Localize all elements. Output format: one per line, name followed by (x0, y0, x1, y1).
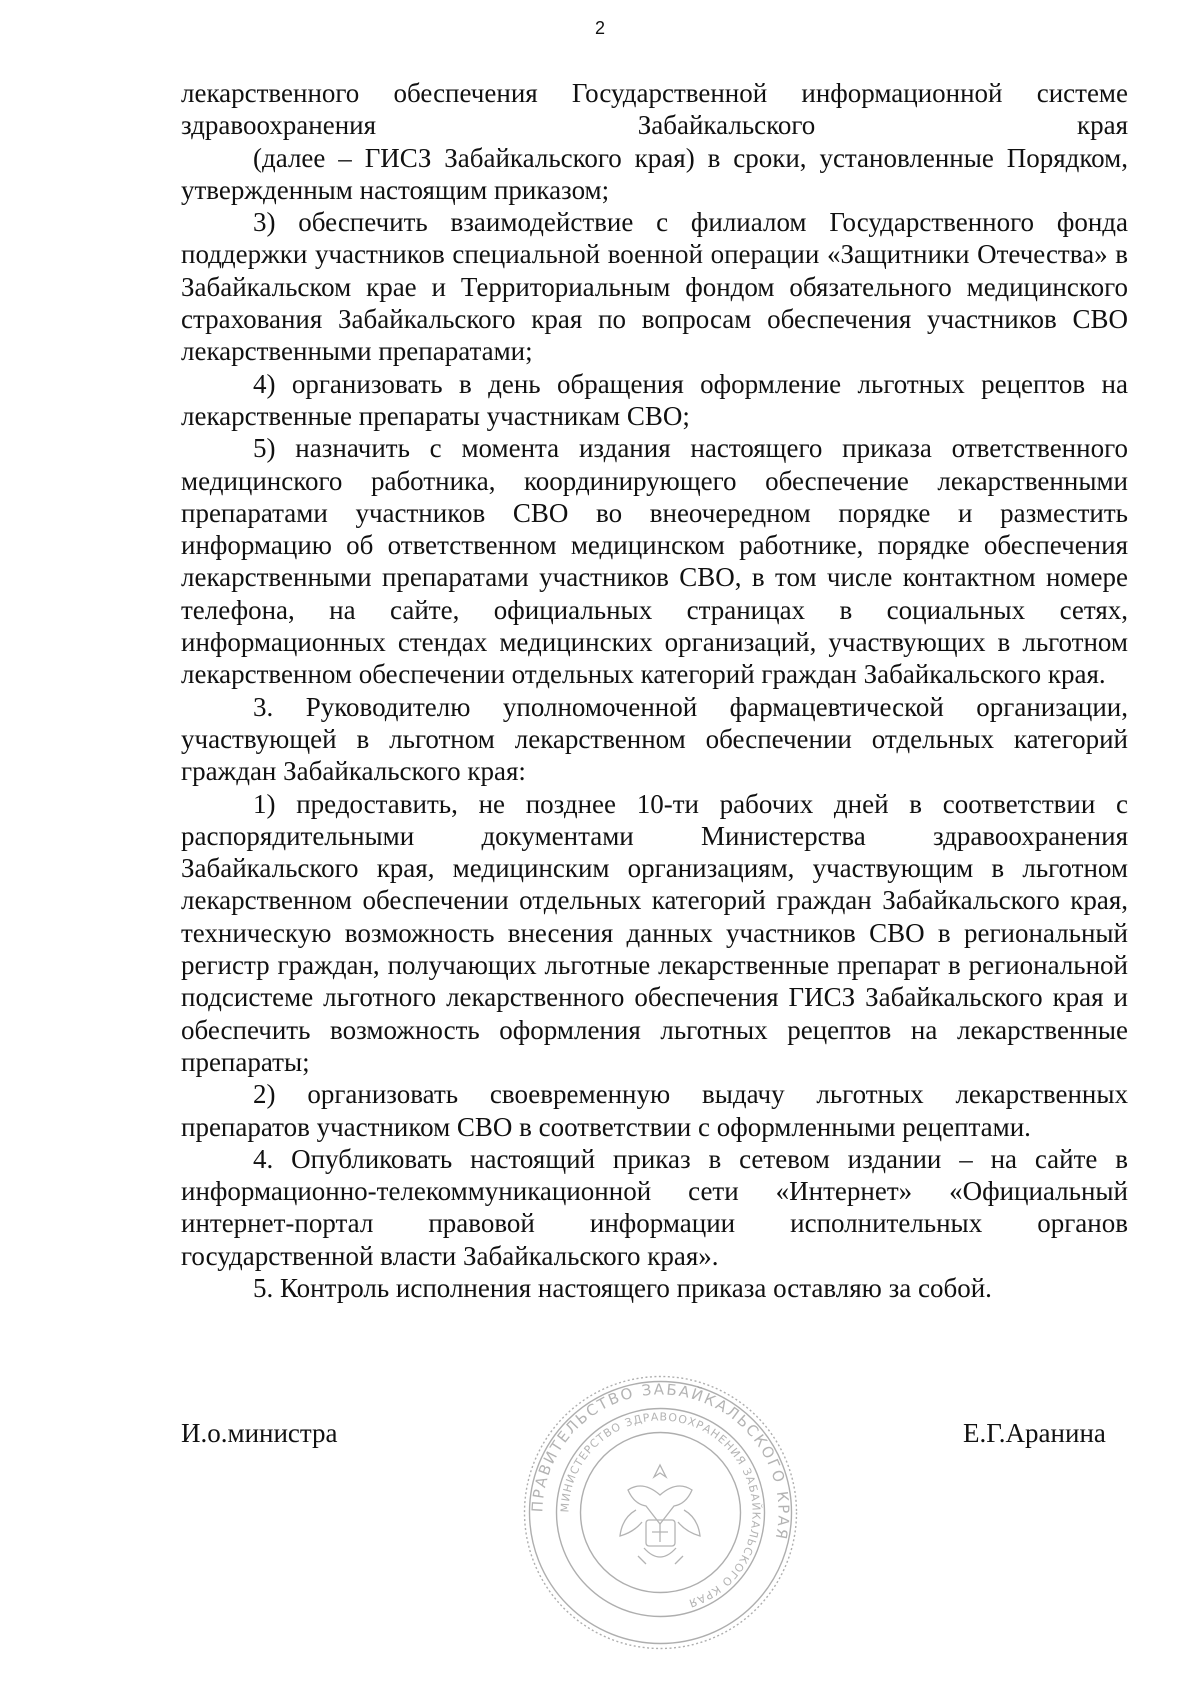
paragraph-definition-gisz: (далее – ГИСЗ Забайкальского края) в сроки, установленные Порядком, утвержденным настоящим приказом; (181, 142, 1128, 205)
svg-text:МИНИСТЕРСТВО ЗДРАВООХРАНЕНИЯ З (558, 1410, 762, 1610)
paragraph-section-4: 4. Опубликовать настоящий приказ в сетевом издании – на сайте в информационно-телекоммуникационной сети «Интернет» «Официальный интернет-портал правовой информации исполнительных органов государственной власти Забайкальского края». (181, 1143, 1128, 1271)
paragraph-section-3-item-2: 2) организовать своевременную выдачу льготных лекарственных препаратов участником СВО в соответствии с оформленными рецептами. (181, 1079, 1128, 1142)
page-number: 2 (594, 18, 605, 38)
paragraph-item-4: 4) организовать в день обращения оформление льготных рецептов на лекарственные препараты участникам СВО; (181, 368, 1128, 431)
seal-outer-text: ПРАВИТЕЛЬСТВО ЗАБАЙКАЛЬСКОГО КРАЯ (528, 1380, 793, 1543)
seal-emblem (620, 1465, 700, 1564)
paragraph-item-5: 5) назначить с момента издания настоящего приказа ответственного медицинского работника, координирующего обеспечение лекарственными препаратами участников СВО во внеочередном порядке и разместить информацию об ответственном медицинском работнике, порядке обеспечения лекарственными препаратами участников СВО, в том числе контактном номере телефона, на сайте, официальных страницах в социальных сетях, информационных стендах медицинских организаций, участвующих в льготном лекарственном обеспечении отдельных категорий граждан Забайкальского края. (181, 433, 1128, 690)
paragraph-item-3: 3) обеспечить взаимодействие с филиалом Государственного фонда поддержки участников специальной военной операции «Защитники Отечества» в Забайкальском крае и Территориальным фондом обязательного медицинского страхования Забайкальского края по вопросам обеспечения участников СВО лекарственными препаратами; (181, 207, 1128, 367)
paragraph-continuation: лекарственного обеспечения Государственной информационной системе здравоохранения Забайкальского края (181, 78, 1128, 141)
paragraph-section-5: 5. Контроль исполнения настоящего приказа оставляю за собой. (253, 1272, 992, 1303)
official-seal-stamp (518, 1370, 803, 1655)
paragraph-section-3: 3. Руководителю уполномоченной фармацевтической организации, участвующей в льготном лекарственном обеспечении отдельных категорий граждан Забайкальского края: (181, 691, 1128, 787)
document-body (181, 77, 1128, 1304)
signature-name: Е.Г.Аранина (963, 1418, 1106, 1448)
paragraph-section-3-item-1: 1) предоставить, не позднее 10-ти рабочих дней в соответствии с распорядительными документами Министерства здравоохранения Забайкальского края, медицинским организациям, участвующим в льготном лекарственном обеспечении отдельных категорий граждан Забайкальского края, техническую возможность внесения данных участников СВО в региональный регистр граждан, получающих льготные лекарственные препарат в региональной подсистеме льготного лекарственного обеспечения ГИСЗ Забайкальского края и обеспечить возможность оформления льготных рецептов на лекарственные препараты; (181, 788, 1128, 1077)
signature-role: И.о.министра (181, 1418, 338, 1448)
seal-inner-text: МИНИСТЕРСТВО ЗДРАВООХРАНЕНИЯ ЗАБАЙКАЛЬСКОГО КРАЯ (558, 1410, 763, 1610)
